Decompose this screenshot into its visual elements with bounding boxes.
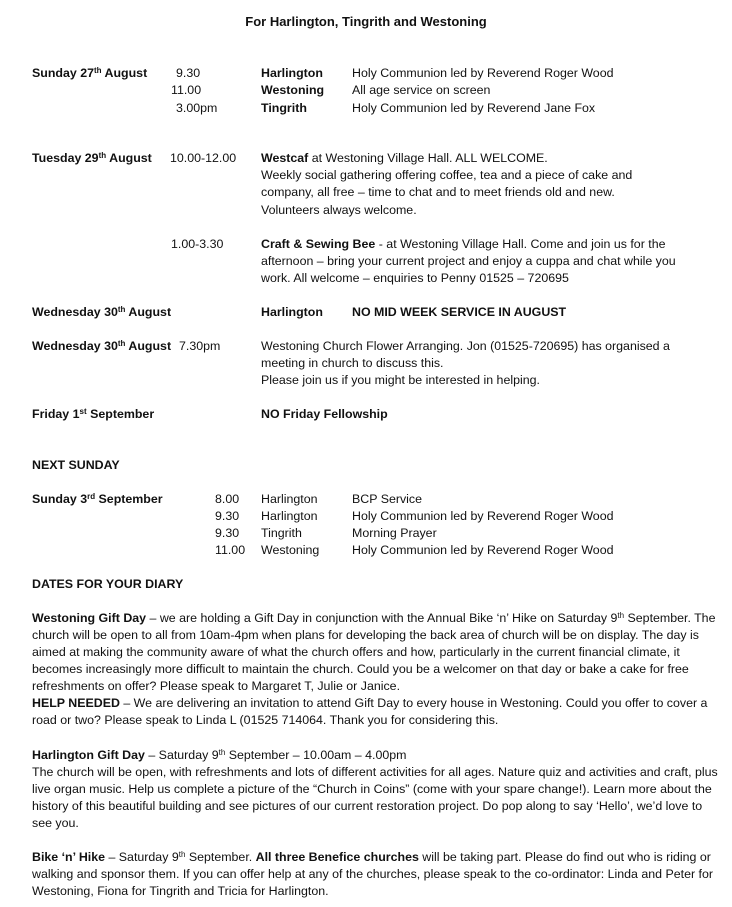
flower-line-3: Please join us if you might be interested in helping. [261, 373, 540, 387]
bike-n-hike: Bike ‘n’ Hike – Saturday 9th September. All three Benefice churches will be taking part. Please do find out who is riding or walking and sponsor them. If you can offer help at any of the churches, please speak to the co-ordinator: Linda and Peter for Westoning, Fiona for Tingrith and Tricia for Harlington. [32, 850, 713, 898]
day-label-sunday-3: Sunday 3rd September [32, 492, 163, 506]
benefice-churches: All three Benefice churches [255, 850, 419, 864]
westoning-gift-day-heading: Westoning Gift Day [32, 611, 147, 625]
day-label-sunday-27: Sunday 27th August [32, 66, 148, 80]
service-time: 11.00 [171, 83, 202, 97]
day-label-wednesday-30: Wednesday 30th August [32, 339, 172, 353]
craft-line-2: afternoon – bring your current project and enjoy a cuppa and chat while you [261, 254, 676, 268]
day-label-tuesday-29: Tuesday 29th August [32, 151, 152, 165]
service-description: Morning Prayer [352, 526, 437, 540]
section-heading-diary: DATES FOR YOUR DIARY [32, 577, 184, 591]
westcaf-line-3: company, all free – time to chat and to meet friends old and new. [261, 185, 615, 199]
service-description: Holy Communion led by Reverend Roger Wood [352, 66, 614, 80]
service-time: 9.30 [176, 66, 201, 80]
service-description: Holy Communion led by Reverend Roger Wood [352, 543, 614, 557]
service-place: Harlington [261, 492, 318, 506]
day-label-friday-1: Friday 1st September [32, 407, 155, 421]
westcaf-line-1: Westcaf at Westoning Village Hall. ALL WELCOME. [261, 151, 548, 165]
service-time: 9.30 [215, 526, 240, 540]
service-place: Tingrith [261, 101, 307, 115]
craft-name: Craft & Sewing Bee [261, 237, 376, 251]
service-place: Harlington [261, 66, 323, 80]
westoning-gift-day: Westoning Gift Day – we are holding a Gift Day in conjunction with the Annual Bike ‘n’ Hike on Saturday 9th September. The church will be open to all from 10am-4pm when plans for developing the back area of church will be on display. The day is aimed at making the community aware of what the church offers and how, particularly in the current financial climate, it becomes increasingly more difficult to maintain the church. Could you be a welcomer on that day or bake a cake for free refreshments on offer? Please speak to Margaret T, Julie or Janice. HELP NEEDED – We are delivering an invitation to attend Gift Day to every house in Westoning. Could you offer to cover a road or two? Please speak to Linda L (01525 714064. Thank you for considering this. [32, 611, 716, 727]
flower-line-1: Westoning Church Flower Arranging. Jon (01525-720695) has organised a [261, 339, 670, 353]
bike-n-hike-heading: Bike ‘n’ Hike [32, 850, 106, 864]
section-heading-next-sunday: NEXT SUNDAY [32, 458, 120, 472]
service-time: 9.30 [215, 509, 240, 523]
harlington-gift-day-heading: Harlington Gift Day [32, 748, 145, 762]
harlington-gift-day: Harlington Gift Day – Saturday 9th September – 10.00am – 4.00pm The church will be open, with refreshments and lots of different activities for all ages. Nature quiz and activities and craft, plus live organ music. Help us complete a picture of the “Church in Coins” (come with your spare change!). Learn more about the history of this beautiful building and see pictures of our current restoration project. Do pop along to say ‘Hello’, we’d love to see you. [32, 747, 722, 832]
harlington-gift-day-text: The church will be open, with refreshments and lots of different activities for all ages. Nature quiz and activities and craft, plus live organ music. Help us complete a picture of the “Church in Coins” (come with your spare change!). Learn more about the history of this beautiful building and see pictures of our current restoration project. Do pop along to say ‘Hello’, we’d love to see you. [32, 765, 718, 830]
friday-notice: NO Friday Fellowship [261, 407, 388, 421]
craft-line-3: work. All welcome – enquiries to Penny 01525 – 720695 [261, 271, 569, 285]
service-description: BCP Service [352, 492, 423, 506]
service-place: Harlington [261, 509, 318, 523]
midweek-notice: NO MID WEEK SERVICE IN AUGUST [352, 305, 567, 319]
page-title: For Harlington, Tingrith and Westoning [245, 14, 487, 29]
service-description: Holy Communion led by Reverend Jane Fox [352, 101, 596, 115]
service-time: 8.00 [215, 492, 240, 506]
craft-line-1: Craft & Sewing Bee - at Westoning Village Hall. Come and join us for the [261, 237, 666, 251]
event-time: 1.00-3.30 [171, 237, 224, 251]
event-time: 7.30pm [179, 339, 221, 353]
westcaf-line-4: Volunteers always welcome. [261, 203, 417, 217]
service-place: Tingrith [261, 526, 302, 540]
service-time: 11.00 [215, 543, 246, 557]
westcaf-line-2: Weekly social gathering offering coffee, tea and a piece of cake and [261, 168, 633, 182]
service-place: Harlington [261, 305, 323, 319]
westcaf-name: Westcaf [261, 151, 309, 165]
service-description: Holy Communion led by Reverend Roger Wood [352, 509, 614, 523]
service-time: 3.00pm [176, 101, 218, 115]
service-place: Westoning [261, 543, 320, 557]
service-description: All age service on screen [352, 83, 491, 97]
day-label-wednesday-30: Wednesday 30th August [32, 305, 172, 319]
help-needed-heading: HELP NEEDED [32, 696, 120, 710]
service-place: Westoning [261, 83, 325, 97]
event-time: 10.00-12.00 [170, 151, 237, 165]
flower-line-2: meeting in church to discuss this. [261, 356, 444, 370]
